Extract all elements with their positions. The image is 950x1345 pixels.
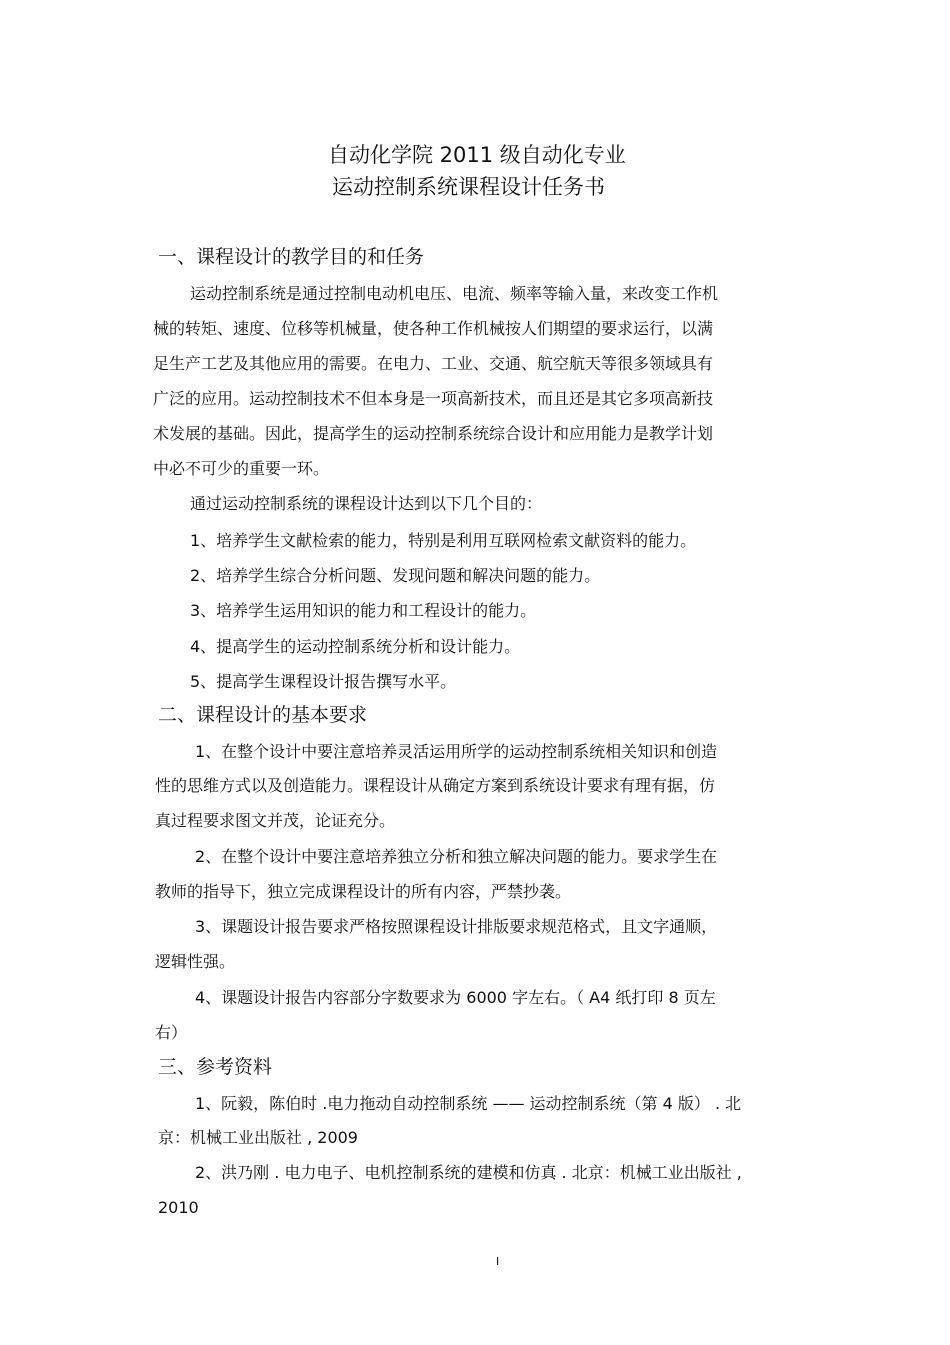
reference-line: 1、阮毅，陈伯时 .电力拖动自动控制系统 —— 运动控制系统（第 4 版） . 北 — [195, 1094, 742, 1113]
goal-item: 5、提高学生课程设计报告撰写水平。 — [190, 672, 457, 691]
requirement-line: 性的思维方式以及创造能力。课程设计从确定方案到系统设计要求有理有据，仿 — [155, 776, 716, 795]
requirement-line: 4、课题设计报告内容部分字数要求为 6000 字左右。（ A4 纸打印 8 页左 — [195, 988, 716, 1007]
requirement-line: 逻辑性强。 — [155, 952, 236, 971]
reference-line: 2、洪乃刚 . 电力电子、电机控制系统的建模和仿真 . 北京：机械工业出版社 , — [195, 1163, 742, 1182]
paragraph-line: 足生产工艺及其他应用的需要。在电力、工业、交通、航空航天等很多领域具有 — [153, 354, 714, 373]
document-title-line-2: 运动控制系统课程设计任务书 — [332, 175, 605, 199]
requirement-line: 1、在整个设计中要注意培养灵活运用所学的运动控制系统相关知识和创造 — [195, 742, 718, 761]
goal-item: 3、培养学生运用知识的能力和工程设计的能力。 — [190, 601, 537, 620]
paragraph-line: 械的转矩、速度、位移等机械量，使各种工作机械按人们期望的要求运行，以满 — [153, 319, 714, 338]
reference-line: 京：机械工业出版社 , 2009 — [158, 1128, 358, 1147]
section-2-heading: 二、课程设计的基本要求 — [158, 704, 368, 726]
section-1-heading: 一、课程设计的教学目的和任务 — [158, 246, 425, 268]
goal-item: 4、提高学生的运动控制系统分析和设计能力。 — [190, 637, 521, 656]
requirement-line: 3、课题设计报告要求严格按照课程设计排版要求规范格式，且文字通顺， — [195, 917, 718, 936]
requirement-line: 教师的指导下，独立完成课程设计的所有内容，严禁抄袭。 — [155, 882, 572, 901]
requirement-line: 真过程要求图文并茂，论证充分。 — [155, 811, 396, 830]
paragraph-line: 运动控制系统是通过控制电动机电压、电流、频率等输入量，来改变工作机 — [190, 284, 719, 303]
goal-item: 1、培养学生文献检索的能力，特别是利用互联网检索文献资料的能力。 — [190, 531, 697, 550]
section-3-heading: 三、参考资料 — [158, 1056, 273, 1078]
paragraph-line: 广泛的应用。运动控制技术不但本身是一项高新技术，而且还是其它多项高新技 — [153, 389, 714, 408]
goal-item: 2、培养学生综合分析问题、发现问题和解决问题的能力。 — [190, 566, 601, 585]
requirement-line: 2、在整个设计中要注意培养独立分析和独立解决问题的能力。要求学生在 — [195, 847, 718, 866]
paragraph-line: 术发展的基础。因此，提高学生的运动控制系统综合设计和应用能力是教学计划 — [153, 424, 714, 443]
paragraph-line: 中必不可少的重要一环。 — [153, 459, 330, 478]
document-title-line-1: 自动化学院 2011 级自动化专业 — [328, 143, 626, 167]
requirement-line: 右） — [155, 1023, 188, 1042]
reference-line: 2010 — [158, 1198, 199, 1217]
page-number: I — [496, 1255, 500, 1268]
goals-intro: 通过运动控制系统的课程设计达到以下几个目的： — [190, 494, 543, 513]
